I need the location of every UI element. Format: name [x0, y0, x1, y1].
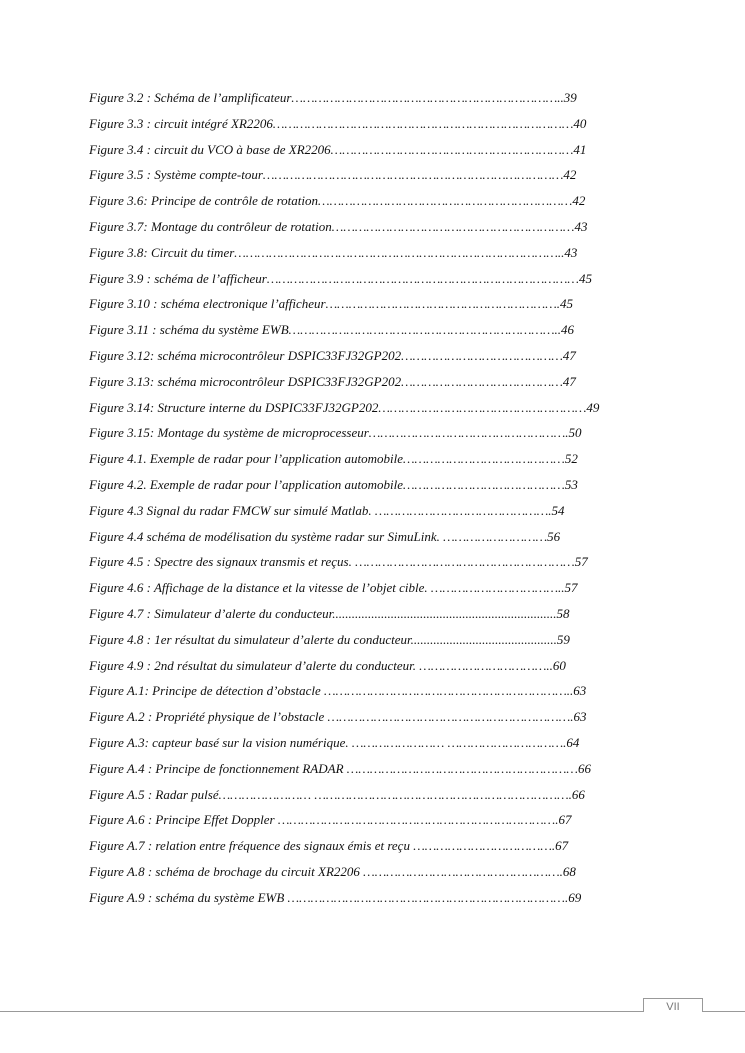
- toc-entry: Figure 3.10 : schéma electronique l’afficheur…………………………………………………….45: [89, 296, 574, 312]
- toc-entry: Figure 4.3 Signal du radar FMCW sur simulé Matlab. ……………………………………….54: [89, 502, 565, 518]
- list-of-figures: [89, 89, 661, 915]
- toc-entry: Figure 3.3 : circuit intégré XR2206……………………………………………………………………40: [89, 115, 587, 131]
- toc-entry: Figure A.5 : Radar pulsé…………………… ………………………………………………………….66: [89, 786, 585, 802]
- toc-entry: Figure A.1: Principe de détection d’obstacle ………………………………………………………..63: [89, 683, 587, 699]
- toc-entry: Figure 4.8 : 1er résultat du simulateur d’alerte du conducteur.............................................59: [89, 631, 570, 647]
- toc-entry: Figure 3.5 : Système compte-tour……………………………………………………………………42: [89, 167, 577, 183]
- toc-entry: Figure 3.11 : schéma du système EWB……………………………………………………………..46: [89, 322, 574, 338]
- toc-entry: Figure A.2 : Propriété physique de l’obstacle ……………………………………………………….63: [89, 709, 587, 725]
- toc-entry: Figure 4.2. Exemple de radar pour l’application automobile……………………………………53: [89, 476, 578, 492]
- toc-entry: Figure A.3: capteur basé sur la vision numérique. …………………… ………………………….64: [89, 734, 580, 750]
- toc-entry: Figure 4.4 schéma de modélisation du système radar sur SimuLink. ………………………56: [89, 528, 561, 544]
- footer-divider: [0, 1011, 745, 1012]
- toc-entry: Figure 3.13: schéma microcontrôleur DSPIC33FJ32GP202……………………………………47: [89, 373, 576, 389]
- toc-entry: Figure A.8 : schéma de brochage du circuit XR2206 …………………………………………….68: [89, 863, 576, 879]
- toc-entry: Figure 4.5 : Spectre des signaux transmis et reçus. …………………………………………………57: [89, 554, 588, 570]
- toc-entry: Figure 3.6: Principe de contrôle de rotation…………………………………………………………42: [89, 193, 586, 209]
- toc-entry: Figure 3.12: schéma microcontrôleur DSPIC33FJ32GP202……………………………………47: [89, 347, 576, 363]
- toc-entry: Figure 4.7 : Simulateur d’alerte du conducteur.....................................................................58: [89, 605, 570, 621]
- toc-entry: Figure A.9 : schéma du système EWB ……………………………………………………………….69: [89, 889, 582, 905]
- toc-entry: Figure 4.1. Exemple de radar pour l’application automobile……………………………………52: [89, 451, 578, 467]
- toc-entry: Figure 3.14: Structure interne du DSPIC33FJ32GP202………………………………………………49: [89, 399, 600, 415]
- toc-entry: Figure 3.15: Montage du système de microprocesseur…………………………………………….50: [89, 425, 582, 441]
- toc-entry: Figure A.7 : relation entre fréquence des signaux émis et reçu ……………………………….67: [89, 838, 569, 854]
- toc-entry: Figure 4.9 : 2nd résultat du simulateur d’alerte du conducteur. ……………………………..60: [89, 657, 566, 673]
- toc-entry: Figure 3.8: Circuit du timer…………………………………………………………………………..43: [89, 244, 578, 260]
- toc-entry: Figure 3.9 : schéma de l’afficheur………………………………………………………………………45: [89, 270, 592, 286]
- page-number: VII: [643, 998, 703, 1012]
- toc-entry: Figure 3.4 : circuit du VCO à base de XR2206………………………………………………………41: [89, 141, 587, 157]
- toc-entry: Figure 3.7: Montage du contrôleur de rotation………………………………………………………43: [89, 218, 588, 234]
- toc-entry: Figure A.6 : Principe Effet Doppler ……………………………………………………………….67: [89, 812, 572, 828]
- toc-entry: Figure 4.6 : Affichage de la distance et la vitesse de l’objet cible. ……………………………..57: [89, 580, 578, 596]
- toc-entry: Figure A.4 : Principe de fonctionnement RADAR ……………………………………………………66: [89, 760, 591, 776]
- toc-entry: Figure 3.2 : Schéma de l’amplificateur……………………………………………………………..39: [89, 90, 577, 105]
